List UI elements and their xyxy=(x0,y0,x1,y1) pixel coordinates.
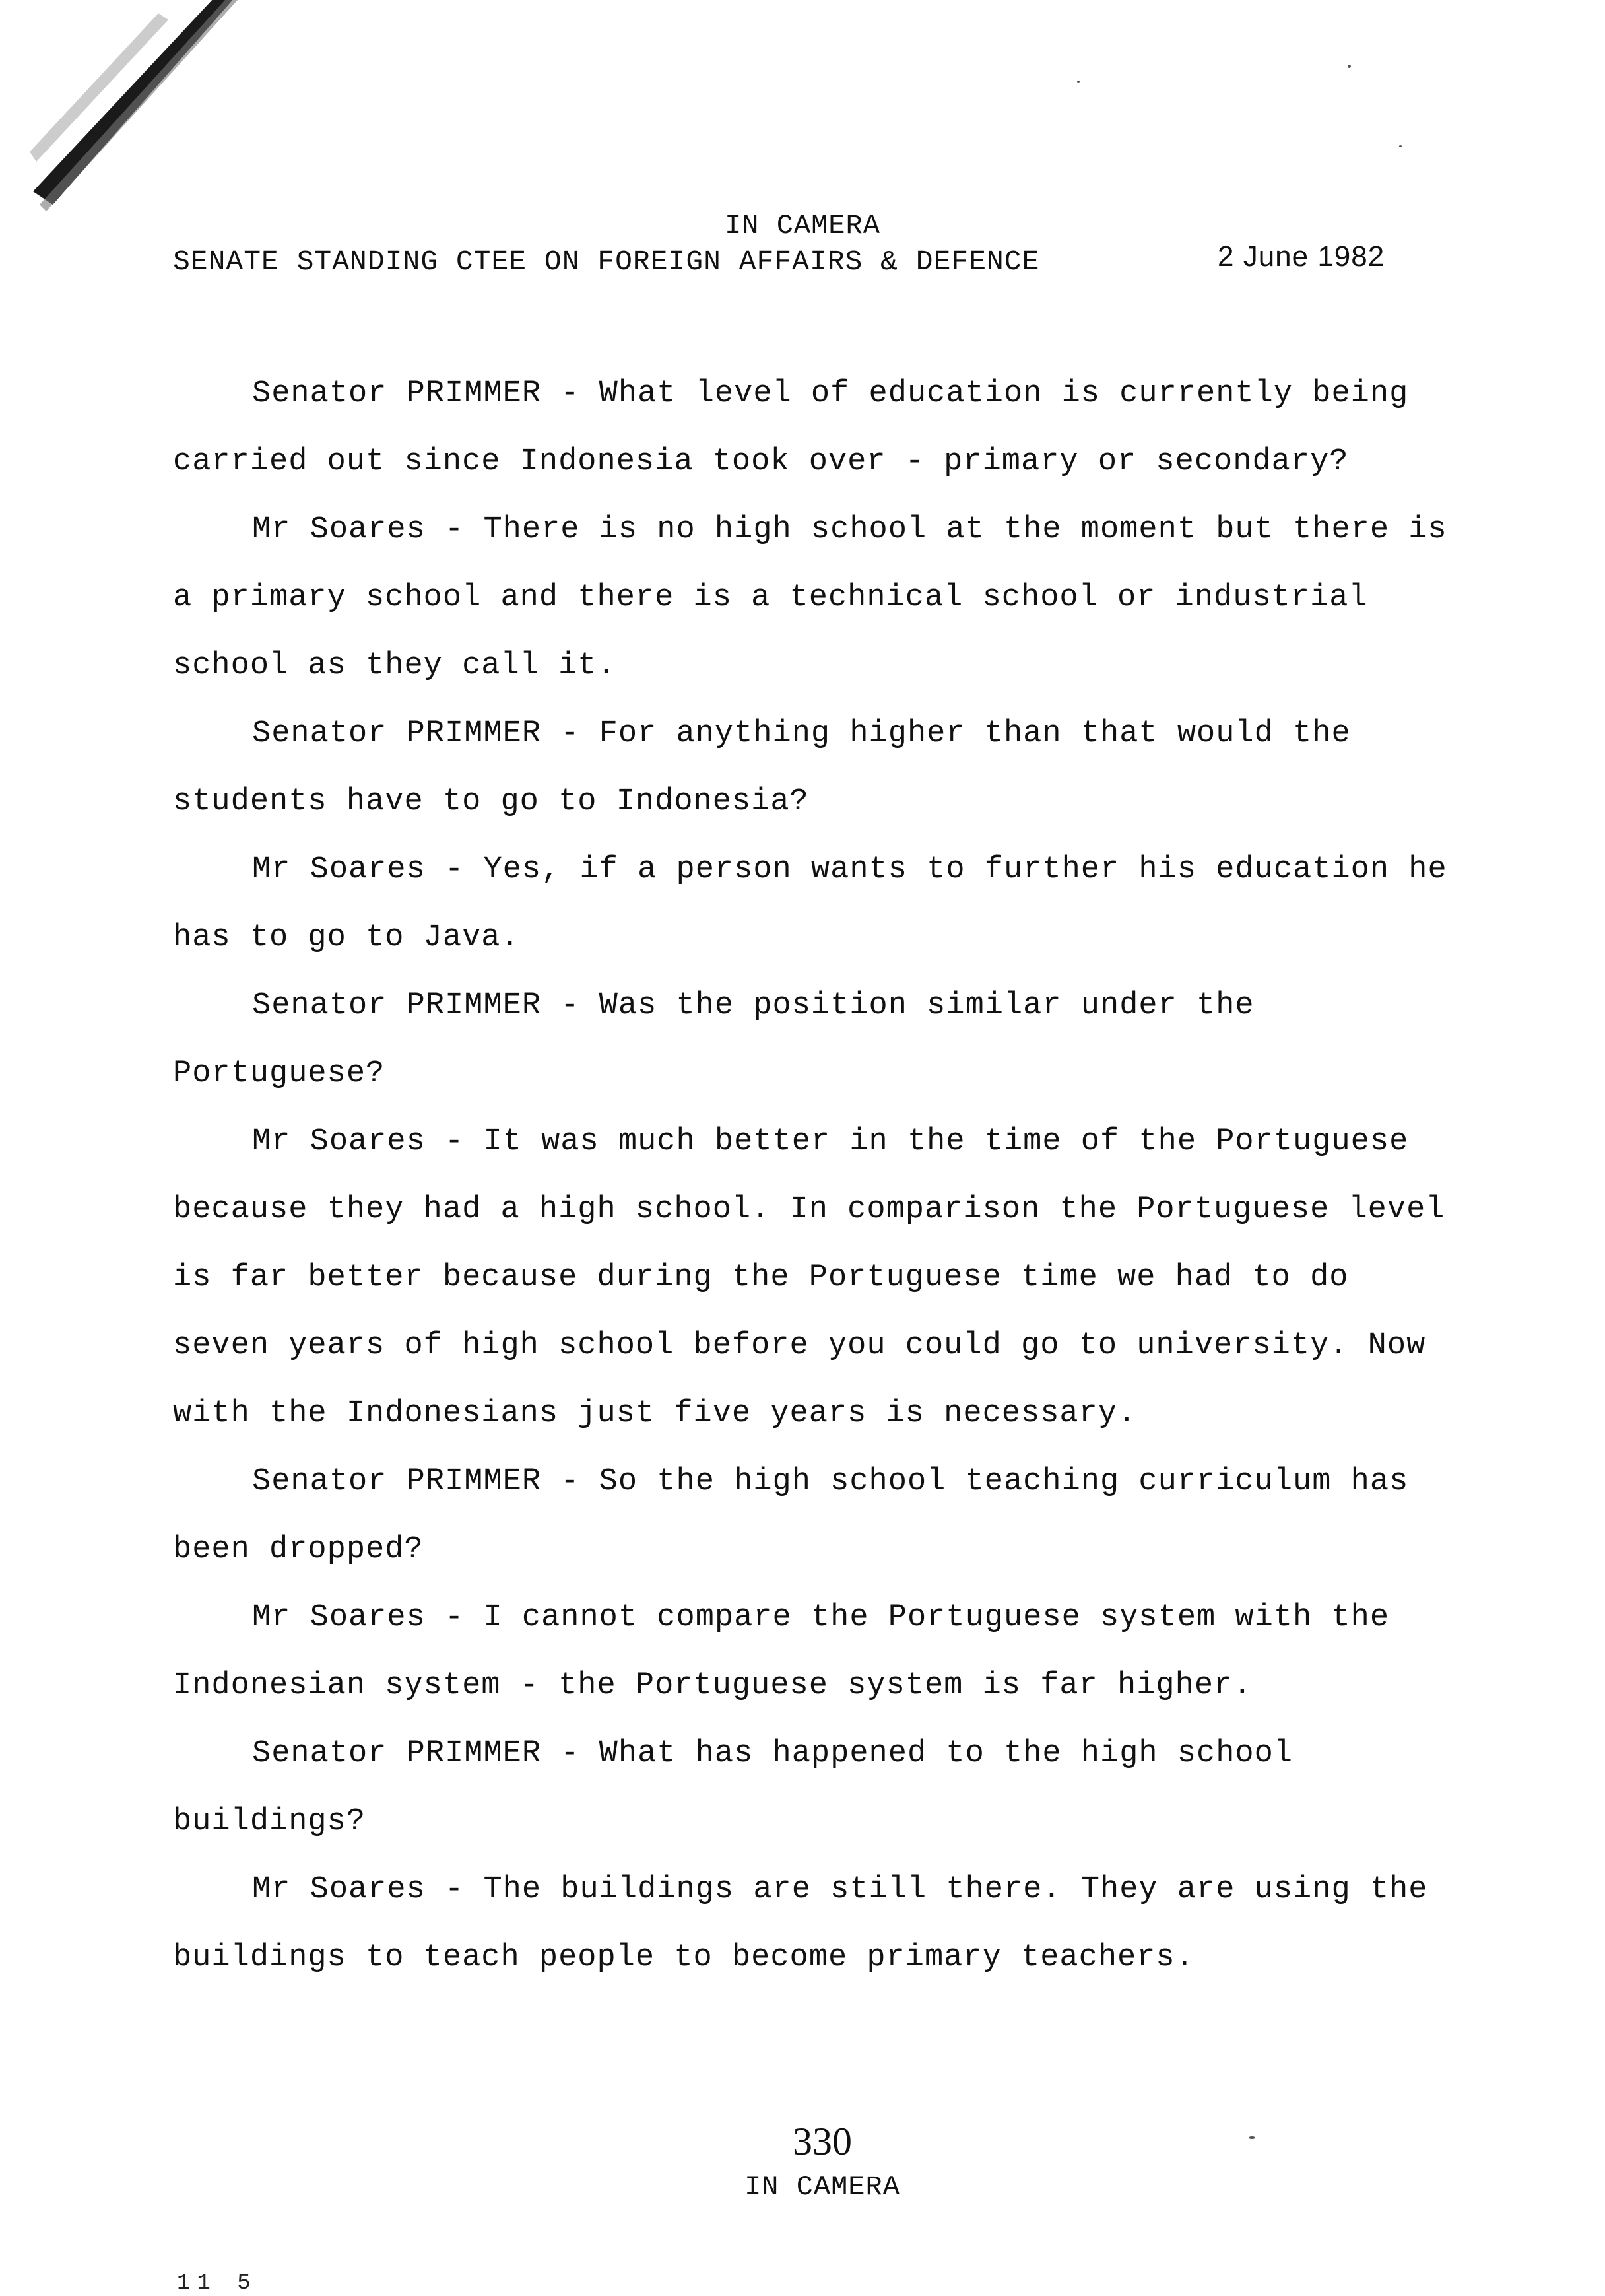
transcript-paragraph: Senator PRIMMER - Was the position similar under the Portuguese? xyxy=(173,988,1255,1091)
header-row xyxy=(0,240,1605,285)
transcript-paragraph: Senator PRIMMER - So the high school teaching curriculum has been dropped? xyxy=(173,1464,1409,1567)
transcript-paragraph: Mr Soares - I cannot compare the Portuguese system with the Indonesian system - the Portuguese system is far higher. xyxy=(173,1600,1390,1703)
scan-speck xyxy=(1077,81,1080,83)
transcript-paragraph: Senator PRIMMER - What has happened to the high school buildings? xyxy=(173,1736,1294,1839)
header-title: IN CAMERA xyxy=(725,210,880,242)
footer-label: IN CAMERA xyxy=(744,2171,900,2203)
transcript-paragraph: Senator PRIMMER - For anything higher than that would the students have to go to Indonesia? xyxy=(173,716,1351,819)
scan-artifact-stripe xyxy=(26,0,264,224)
page-number: 330 xyxy=(793,2120,852,2163)
committee-name: SENATE STANDING CTEE ON FOREIGN AFFAIRS & DEFENCE xyxy=(173,246,1040,278)
scan-speck xyxy=(1249,2136,1255,2139)
transcript-paragraph: Senator PRIMMER - What level of education is currently being carried out since Indonesia took over - primary or secondary? xyxy=(173,376,1409,479)
reference-mark: 11 5 xyxy=(177,2271,257,2296)
scan-speck xyxy=(1399,145,1402,147)
document-footer xyxy=(0,2119,1605,2203)
transcript-body xyxy=(173,360,1453,1992)
transcript-paragraph: Mr Soares - The buildings are still there. They are using the buildings to teach people to become primary teachers. xyxy=(173,1872,1428,1975)
scan-speck xyxy=(1348,65,1351,68)
transcript-paragraph: Mr Soares - It was much better in the time of the Portuguese because they had a high school. In comparison the Portuguese level is far better because during the Portuguese time we had to do seven years of high school before you could go to university. Now with the Indonesians just five years is necessary. xyxy=(173,1124,1445,1431)
document-header xyxy=(0,210,1605,285)
hearing-date: 2 June 1982 xyxy=(1218,240,1385,273)
transcript-paragraph: Mr Soares - There is no high school at the moment but there is a primary school and there is a technical school or industrial school as they call it. xyxy=(173,512,1447,683)
transcript-paragraph: Mr Soares - Yes, if a person wants to further his education he has to go to Java. xyxy=(173,852,1447,955)
